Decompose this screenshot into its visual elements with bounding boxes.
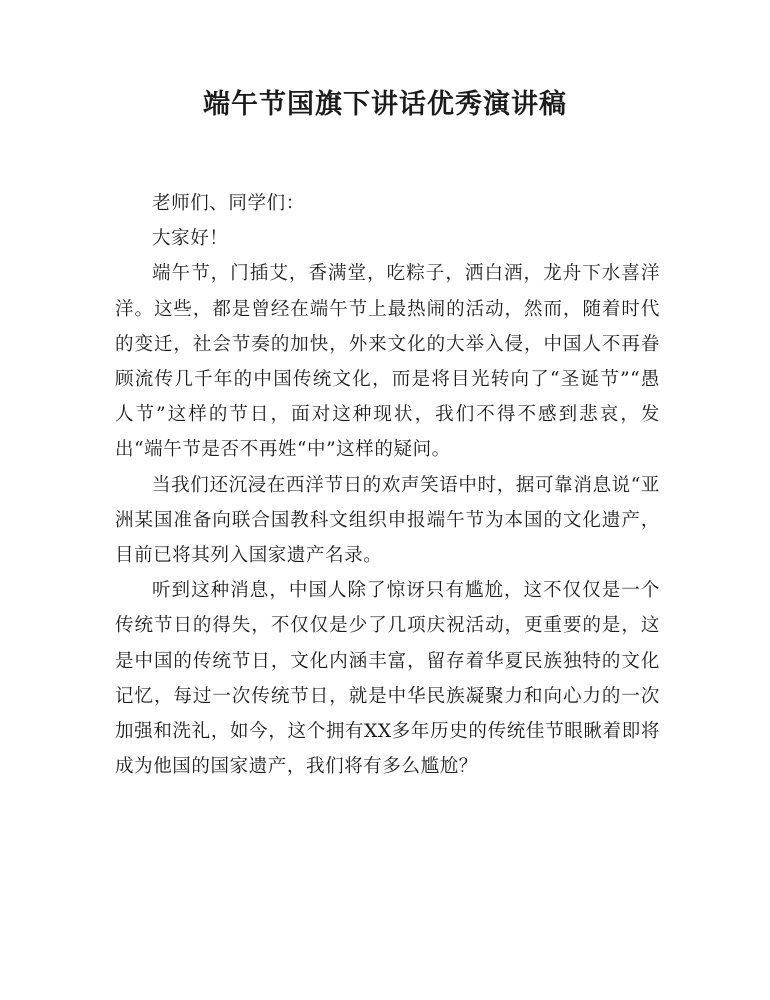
greeting-line: 老师们、同学们：: [152, 193, 305, 214]
hello-line: 大家好！: [152, 228, 229, 250]
paragraph-2: 当我们还沉浸在西洋节日的欢声笑语中时，据可靠消息说“亚洲某国准备向联合国教科文组织申报端午节为本国的文化遗产，目前已将其列入国家遗产名录。: [115, 474, 660, 567]
paragraph-3: 听到这种消息，中国人除了惊讶只有尴尬，这不仅仅是一个传统节日的得失，不仅仅是少了几项庆祝活动，更重要的是，这是中国的传统节日，文化内涵丰富，留存着华夏民族独特的文化记忆，每过一次传统节日，就是中华民族凝聚力和向心力的一次加强和洗礼，如今，这个拥有XX多年历史的传统佳节眼瞅着即将成为他国的国家遗产，我们将有多么尴尬？: [115, 580, 660, 778]
document-body: [115, 186, 660, 784]
document-title: 端午节国旗下讲话优秀演讲稿: [203, 89, 567, 120]
paragraph-1: 端午节，门插艾，香满堂，吃粽子，洒白酒，龙舟下水喜洋洋。这些，都是曾经在端午节上最热闹的活动，然而，随着时代的变迁，社会节奏的加快，外来文化的大举入侵，中国人不再眷顾流传几千年的中国传统文化，而是将目光转向了“圣诞节”“愚人节”这样的节日，面对这种现状，我们不得不感到悲哀，发出“端午节是否不再姓“中”这样的疑问。: [115, 263, 660, 461]
